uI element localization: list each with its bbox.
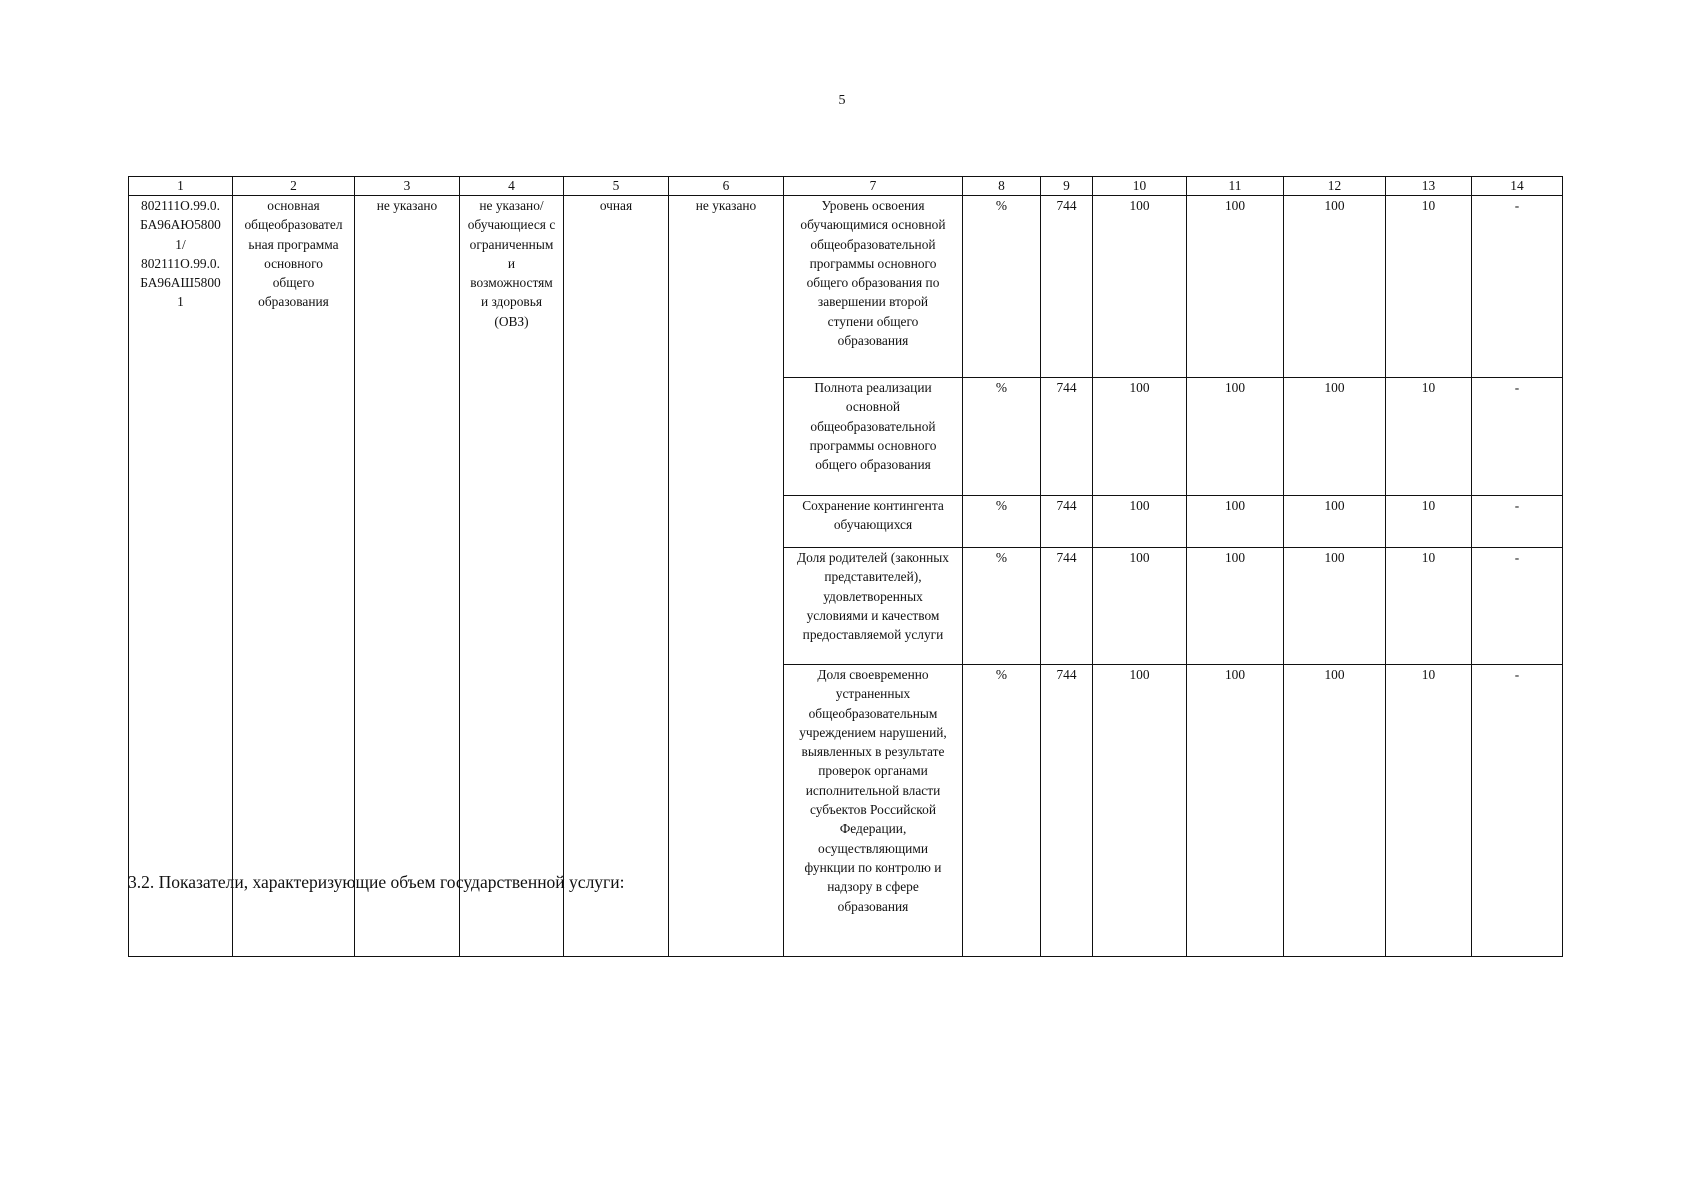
registry-code-line: 1/ xyxy=(175,236,186,252)
value-cell-v14: - xyxy=(1472,196,1563,378)
program-line: общего xyxy=(272,275,315,291)
indicator-name-line: функции по контролю и xyxy=(804,859,942,875)
program-line: основная xyxy=(267,198,320,213)
column-number-8: 8 xyxy=(963,177,1041,196)
indicator-name-line: осуществляющими xyxy=(818,840,928,856)
value-cell-code: 744 xyxy=(1041,665,1093,957)
indicator-name-line: общеобразовательной xyxy=(810,418,936,434)
section-caption: 3.2. Показатели, характеризующие объем государственной услуги: xyxy=(128,872,625,892)
indicator-name-line: основной xyxy=(845,399,901,415)
value-cell-v14: - xyxy=(1472,496,1563,548)
value-cell-unit: % xyxy=(963,496,1041,548)
column-number-6: 6 xyxy=(669,177,784,196)
value-cell-code: 744 xyxy=(1041,548,1093,665)
indicator-name-line: общеобразовательным xyxy=(808,705,938,721)
col3-cell: не указано xyxy=(355,196,460,957)
value-cell-v14: - xyxy=(1472,378,1563,496)
program-line: основного xyxy=(264,255,323,271)
column-number-14: 14 xyxy=(1472,177,1563,196)
value-cell-code: 744 xyxy=(1041,378,1093,496)
value-cell-v12: 100 xyxy=(1284,548,1386,665)
indicator-name-line: ступени общего xyxy=(827,313,919,329)
indicator-name-line: Полнота реализации xyxy=(814,380,932,395)
value-cell-v13: 10 xyxy=(1386,665,1472,957)
program-line: общеобразовател xyxy=(244,217,343,233)
indicator-name-line: Доля родителей (законных xyxy=(797,550,949,565)
indicator-name-line: обучающимися основной xyxy=(800,217,946,233)
column-number-row xyxy=(129,177,1563,196)
indicator-name-line: надзору в сфере xyxy=(827,879,919,895)
value-cell-v13: 10 xyxy=(1386,548,1472,665)
value-cell-v12: 100 xyxy=(1284,496,1386,548)
program-line: образования xyxy=(258,294,329,310)
indicator-name-line: удовлетворенных xyxy=(823,588,923,604)
value-cell-code: 744 xyxy=(1041,496,1093,548)
indicator-name-line: программы основного xyxy=(809,255,937,271)
col6-cell: не указано xyxy=(669,196,784,957)
indicator-name-line: субъектов Российской xyxy=(810,802,936,818)
category-line: не указано/ xyxy=(479,198,544,213)
value-cell-v11: 100 xyxy=(1187,665,1284,957)
value-cell-unit: % xyxy=(963,665,1041,957)
column-number-1: 1 xyxy=(129,177,233,196)
registry-code-line: БА96АЮ5800 xyxy=(140,217,221,233)
value-cell-v11: 100 xyxy=(1187,378,1284,496)
value-cell-v10: 100 xyxy=(1093,196,1187,378)
column-number-2: 2 xyxy=(233,177,355,196)
column-number-11: 11 xyxy=(1187,177,1284,196)
value-cell-v12: 100 xyxy=(1284,378,1386,496)
column-number-12: 12 xyxy=(1284,177,1386,196)
indicator-name-line: общего образования xyxy=(815,457,931,473)
indicator-name-line: условиями и качеством xyxy=(806,607,940,623)
column-number-13: 13 xyxy=(1386,177,1472,196)
indicator-name-cell xyxy=(784,196,963,378)
column-number-10: 10 xyxy=(1093,177,1187,196)
value-cell-v10: 100 xyxy=(1093,548,1187,665)
indicator-name-cell xyxy=(784,378,963,496)
category-line: ограниченным xyxy=(469,236,554,252)
indicator-name-line: программы основного xyxy=(809,437,937,453)
registry-code-line: 802111О.99.0. xyxy=(141,198,220,213)
indicator-name-line: проверок органами xyxy=(818,763,928,779)
indicator-name-line: завершении второй xyxy=(817,294,929,310)
indicator-name-line: устраненных xyxy=(835,686,911,702)
value-cell-unit: % xyxy=(963,378,1041,496)
column-number-4: 4 xyxy=(460,177,564,196)
indicator-name-line: исполнительной власти xyxy=(805,782,941,798)
indicator-name-line: учреждением нарушений, xyxy=(799,724,947,740)
indicator-name-line: образования xyxy=(837,333,909,349)
category-line: (ОВЗ) xyxy=(494,313,529,329)
program-cell xyxy=(233,196,355,957)
category-line: возможностям xyxy=(470,275,553,291)
value-cell-v11: 100 xyxy=(1187,548,1284,665)
value-cell-v14: - xyxy=(1472,665,1563,957)
form-cell: очная xyxy=(564,196,669,957)
indicator-name-line: представителей), xyxy=(824,569,922,585)
column-number-7: 7 xyxy=(784,177,963,196)
value-cell-v11: 100 xyxy=(1187,496,1284,548)
indicator-name-line: образования xyxy=(837,898,909,914)
value-cell-v14: - xyxy=(1472,548,1563,665)
indicator-name-cell xyxy=(784,496,963,548)
indicator-row xyxy=(129,196,1563,378)
value-cell-v13: 10 xyxy=(1386,196,1472,378)
category-line: обучающиеся с xyxy=(467,217,556,233)
category-line: и здоровья xyxy=(480,294,543,310)
value-cell-v13: 10 xyxy=(1386,378,1472,496)
indicator-name-cell xyxy=(784,665,963,957)
registry-code-line: 1 xyxy=(177,294,184,310)
registry-code-cell xyxy=(129,196,233,957)
value-cell-unit: % xyxy=(963,196,1041,378)
indicator-name-line: обучающихся xyxy=(833,517,913,533)
indicator-name-line: Уровень освоения xyxy=(821,198,925,213)
category-cell xyxy=(460,196,564,957)
value-cell-unit: % xyxy=(963,548,1041,665)
indicator-name-line: выявленных в результате xyxy=(801,744,945,760)
value-cell-code: 744 xyxy=(1041,196,1093,378)
value-cell-v12: 100 xyxy=(1284,665,1386,957)
indicator-name-line: предоставляемой услуги xyxy=(802,627,944,643)
value-cell-v12: 100 xyxy=(1284,196,1386,378)
indicator-name-line: общеобразовательной xyxy=(810,236,936,252)
program-line: ьная программа xyxy=(248,236,339,252)
value-cell-v10: 100 xyxy=(1093,496,1187,548)
page-number: 5 xyxy=(838,93,846,108)
indicators-table xyxy=(128,176,1563,957)
indicator-name-line: общего образования по xyxy=(806,275,940,291)
column-number-5: 5 xyxy=(564,177,669,196)
registry-code-line: БА96АШ5800 xyxy=(140,275,221,291)
indicator-name-line: Федерации, xyxy=(839,821,907,837)
registry-code-line: 802111О.99.0. xyxy=(141,255,220,271)
value-cell-v13: 10 xyxy=(1386,496,1472,548)
value-cell-v10: 100 xyxy=(1093,665,1187,957)
value-cell-v11: 100 xyxy=(1187,196,1284,378)
indicator-name-line: Сохранение контингента xyxy=(802,498,944,513)
indicator-name-line: Доля своевременно xyxy=(817,667,929,682)
column-number-3: 3 xyxy=(355,177,460,196)
indicator-name-cell xyxy=(784,548,963,665)
value-cell-v10: 100 xyxy=(1093,378,1187,496)
category-line: и xyxy=(507,255,516,271)
column-number-9: 9 xyxy=(1041,177,1093,196)
